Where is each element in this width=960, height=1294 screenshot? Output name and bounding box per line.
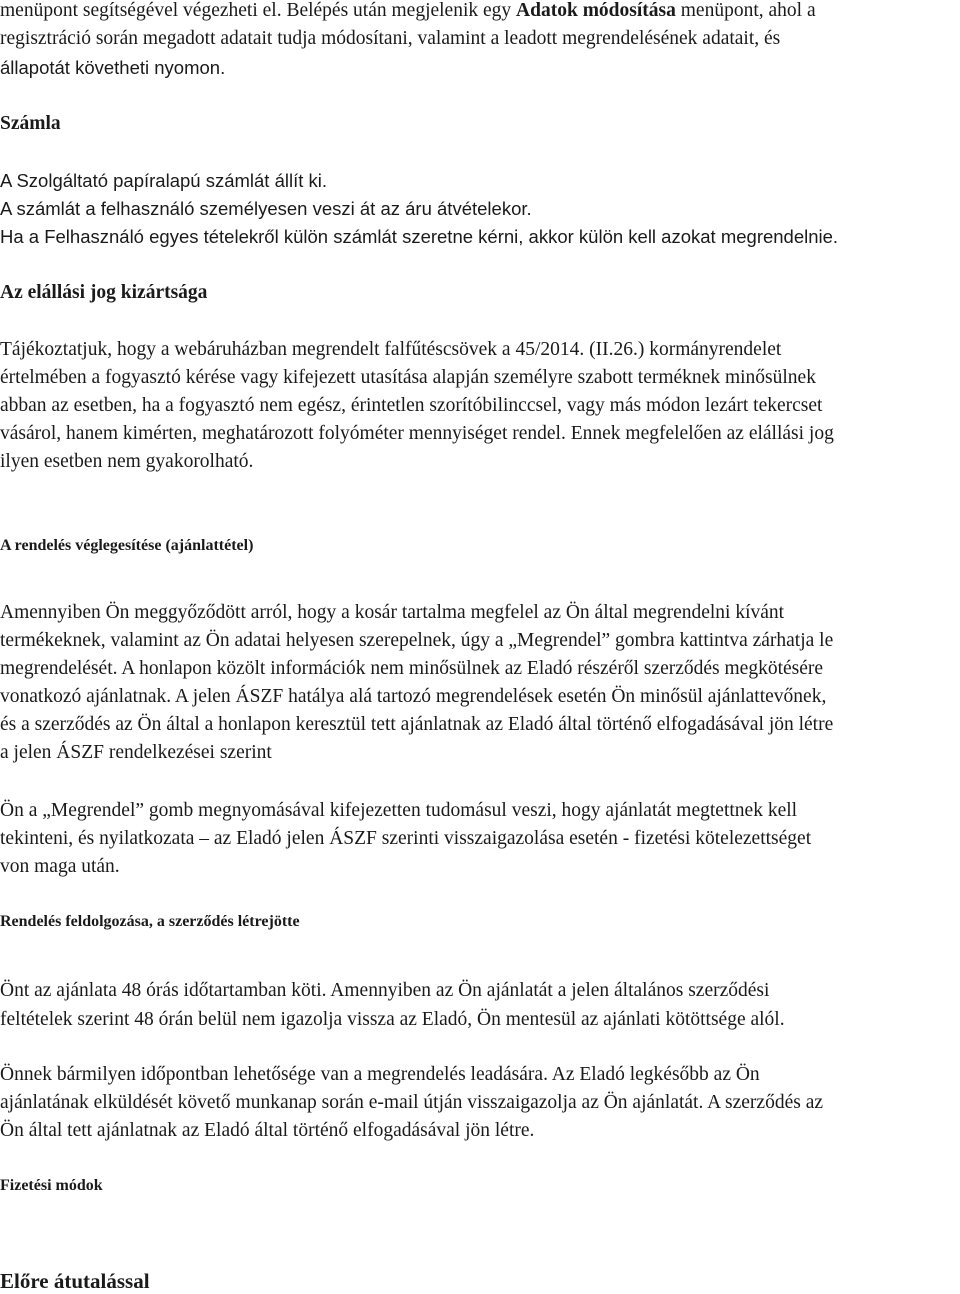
- heading-elallasi-jog: Az elállási jog kizártsága: [0, 282, 208, 303]
- feldolgozas-p1-line-2: feltételek szerint 48 órán belül nem igazolja vissza az Eladó, Ön mentesül az ajánlati kötöttsége alól.: [0, 1009, 785, 1030]
- heading-feldolgozas: Rendelés feldolgozása, a szerződés létrejötte: [0, 913, 300, 930]
- veglegesites-p1-line-5: és a szerződés az Ön által a honlapon keresztül tett ajánlatnak az Eladó által történő elfogadásával jön létre: [0, 714, 834, 735]
- elallasi-line-4: vásárol, hanem kimérten, meghatározott folyóméter mennyiséget rendel. Ennek megfelelően az elállási jog: [0, 423, 834, 444]
- veglegesites-p2-line-2: tekinteni, és nyilatkozata – az Eladó jelen ÁSZF szerinti visszaigazolása esetén - fizetési kötelezettséget: [0, 828, 812, 849]
- veglegesites-p1-line-3: megrendelését. A honlapon közölt információk nem minősülnek az Eladó részéről szerződés megkötésére: [0, 658, 824, 679]
- veglegesites-p2-line-1: Ön a „Megrendel” gomb megnyomásával kifejezetten tudomásul veszi, hogy ajánlatát megtettnek kell: [0, 800, 798, 821]
- szamla-line-1: A Szolgáltató papíralapú számlát állít ki.: [0, 170, 328, 191]
- veglegesites-p1-line-1: Amennyiben Ön meggyőződött arról, hogy a kosár tartalma megfelel az Ön által megrendelni kívánt: [0, 602, 785, 623]
- intro-text-end: menüpont, ahol a: [675, 0, 816, 21]
- intro-line-3: állapotát követheti nyomon.: [0, 57, 226, 78]
- elallasi-line-2: értelmében a fogyasztó kérése vagy kifejezett utasítása alapján személyre szabott terméknek minősülnek: [0, 367, 816, 388]
- elallasi-line-3: abban az esetben, ha a fogyasztó nem egész, érintetlen szorítóbilinccsel, vagy más módon lezárt tekercset: [0, 395, 823, 416]
- feldolgozas-p1-line-1: Önt az ajánlata 48 órás időtartamban köti. Amennyiben az Ön ajánlatát a jelen általános szerződési: [0, 980, 770, 1001]
- intro-bold-menu: Adatok módosítása: [516, 0, 676, 21]
- elallasi-line-1: Tájékoztatjuk, hogy a webáruházban megrendelt falfűtéscsövek a 45/2014. (II.26.) kormányrendelet: [0, 339, 782, 360]
- heading-elore-atutalassal: Előre átutalással: [0, 1269, 150, 1293]
- heading-szamla: Számla: [0, 113, 61, 134]
- veglegesites-p2-line-3: von maga után.: [0, 856, 120, 877]
- veglegesites-p1-line-2: termékeknek, valamint az Ön adatai helyesen szerepelnek, úgy a „Megrendel” gombra kattintva zárhatja le: [0, 630, 834, 651]
- feldolgozas-p2-line-1: Önnek bármilyen időpontban lehetősége van a megrendelés leadására. Az Eladó legkésőbb az Ön: [0, 1064, 760, 1085]
- veglegesites-p1-line-4: vonatkozó ajánlatnak. A jelen ÁSZF hatálya alá tartozó megrendelések esetén Ön minősül ajánlattevőnek,: [0, 686, 827, 707]
- szamla-line-2: A számlát a felhasználó személyesen veszi át az áru átvételekor.: [0, 198, 532, 219]
- intro-line-2: regisztráció során megadott adatait tudja módosítani, valamint a leadott megrendelésének adatait, és: [0, 28, 781, 49]
- feldolgozas-p2-line-2: ajánlatának elküldését követő munkanap során e-mail útján visszaigazolja az Ön ajánlatát. A szerződés az: [0, 1092, 824, 1113]
- veglegesites-p1-line-6: a jelen ÁSZF rendelkezései szerint: [0, 742, 272, 763]
- feldolgozas-p2-line-3: Ön által tett ajánlatnak az Eladó által történő elfogadásával jön létre.: [0, 1120, 535, 1141]
- elallasi-line-5: ilyen esetben nem gyakorolható.: [0, 451, 254, 472]
- szamla-line-3: Ha a Felhasználó egyes tételekről külön számlát szeretne kérni, akkor külön kell azokat megrendelnie.: [0, 226, 839, 247]
- heading-fizetesi-modok: Fizetési módok: [0, 1177, 103, 1194]
- heading-veglegesites: A rendelés véglegesítése (ajánlattétel): [0, 537, 254, 554]
- intro-text: menüpont segítségével végezheti el. Belépés után megjelenik egy: [0, 0, 517, 21]
- intro-line-1: [0, 0, 816, 22]
